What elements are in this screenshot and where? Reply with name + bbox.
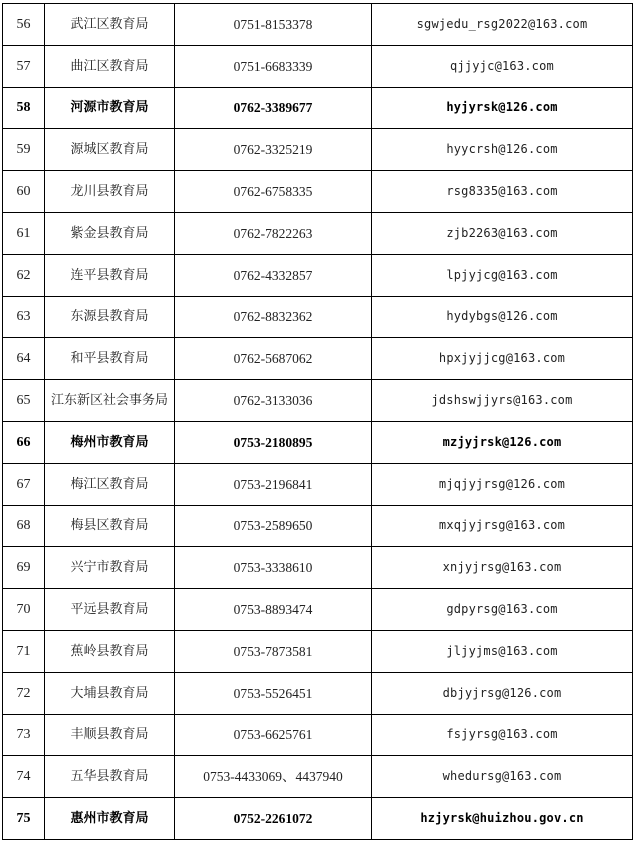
row-number: 61 — [3, 212, 45, 254]
bureau-name: 源城区教育局 — [45, 129, 175, 171]
table-row — [3, 254, 633, 296]
table-row — [3, 463, 633, 505]
table-row — [3, 212, 633, 254]
row-number: 58 — [3, 87, 45, 129]
email-address: xnjyjrsg@163.com — [372, 547, 633, 589]
table-row — [3, 714, 633, 756]
email-address: hpxjyjjcg@163.com — [372, 338, 633, 380]
table-row — [3, 421, 633, 463]
email-address: gdpyrsg@163.com — [372, 589, 633, 631]
phone-number: 0753-8893474 — [175, 589, 372, 631]
table-row — [3, 547, 633, 589]
bureau-name: 曲江区教育局 — [45, 45, 175, 87]
contact-table — [2, 3, 633, 840]
phone-number: 0753-2180895 — [175, 421, 372, 463]
phone-number: 0762-3389677 — [175, 87, 372, 129]
bureau-name: 五华县教育局 — [45, 756, 175, 798]
row-number: 69 — [3, 547, 45, 589]
table-row — [3, 129, 633, 171]
email-address: hydybgs@126.com — [372, 296, 633, 338]
email-address: qjjyjc@163.com — [372, 45, 633, 87]
bureau-name: 蕉岭县教育局 — [45, 630, 175, 672]
phone-number: 0753-2589650 — [175, 505, 372, 547]
bureau-name: 东源县教育局 — [45, 296, 175, 338]
bureau-name: 大埔县教育局 — [45, 672, 175, 714]
table-row — [3, 798, 633, 840]
email-address: rsg8335@163.com — [372, 171, 633, 213]
bureau-name: 武江区教育局 — [45, 4, 175, 46]
email-address: jdshswjjyrs@163.com — [372, 380, 633, 422]
row-number: 60 — [3, 171, 45, 213]
email-address: fsjyrsg@163.com — [372, 714, 633, 756]
bureau-name: 梅州市教育局 — [45, 421, 175, 463]
bureau-name: 惠州市教育局 — [45, 798, 175, 840]
table-row — [3, 672, 633, 714]
bureau-name: 连平县教育局 — [45, 254, 175, 296]
table-row — [3, 338, 633, 380]
bureau-name: 丰顺县教育局 — [45, 714, 175, 756]
table-row — [3, 4, 633, 46]
table-row — [3, 630, 633, 672]
bureau-name: 梅县区教育局 — [45, 505, 175, 547]
table-row — [3, 296, 633, 338]
email-address: whedursg@163.com — [372, 756, 633, 798]
email-address: hzjyrsk@huizhou.gov.cn — [372, 798, 633, 840]
phone-number: 0762-5687062 — [175, 338, 372, 380]
bureau-name: 江东新区社会事务局 — [45, 380, 175, 422]
table-row — [3, 380, 633, 422]
phone-number: 0751-6683339 — [175, 45, 372, 87]
row-number: 64 — [3, 338, 45, 380]
table-row — [3, 756, 633, 798]
row-number: 68 — [3, 505, 45, 547]
email-address: jljyjms@163.com — [372, 630, 633, 672]
row-number: 59 — [3, 129, 45, 171]
row-number: 73 — [3, 714, 45, 756]
table-row — [3, 45, 633, 87]
table-row — [3, 505, 633, 547]
phone-number: 0753-6625761 — [175, 714, 372, 756]
row-number: 75 — [3, 798, 45, 840]
table-body — [3, 4, 633, 840]
bureau-name: 梅江区教育局 — [45, 463, 175, 505]
phone-number: 0751-8153378 — [175, 4, 372, 46]
email-address: zjb2263@163.com — [372, 212, 633, 254]
phone-number: 0753-7873581 — [175, 630, 372, 672]
bureau-name: 河源市教育局 — [45, 87, 175, 129]
phone-number: 0752-2261072 — [175, 798, 372, 840]
bureau-name: 龙川县教育局 — [45, 171, 175, 213]
email-address: hyjyrsk@126.com — [372, 87, 633, 129]
row-number: 63 — [3, 296, 45, 338]
email-address: sgwjedu_rsg2022@163.com — [372, 4, 633, 46]
row-number: 57 — [3, 45, 45, 87]
email-address: hyycrsh@126.com — [372, 129, 633, 171]
email-address: lpjyjcg@163.com — [372, 254, 633, 296]
row-number: 70 — [3, 589, 45, 631]
phone-number: 0753-3338610 — [175, 547, 372, 589]
email-address: mzjyjrsk@126.com — [372, 421, 633, 463]
row-number: 74 — [3, 756, 45, 798]
table-row — [3, 171, 633, 213]
bureau-name: 兴宁市教育局 — [45, 547, 175, 589]
bureau-name: 紫金县教育局 — [45, 212, 175, 254]
bureau-name: 平远县教育局 — [45, 589, 175, 631]
phone-number: 0762-8832362 — [175, 296, 372, 338]
row-number: 56 — [3, 4, 45, 46]
row-number: 65 — [3, 380, 45, 422]
phone-number: 0753-2196841 — [175, 463, 372, 505]
email-address: mjqjyjrsg@126.com — [372, 463, 633, 505]
bureau-name: 和平县教育局 — [45, 338, 175, 380]
table-row — [3, 87, 633, 129]
phone-number: 0753-5526451 — [175, 672, 372, 714]
phone-number: 0762-3325219 — [175, 129, 372, 171]
email-address: dbjyjrsg@126.com — [372, 672, 633, 714]
row-number: 62 — [3, 254, 45, 296]
row-number: 72 — [3, 672, 45, 714]
row-number: 66 — [3, 421, 45, 463]
contact-table-page — [2, 3, 632, 840]
phone-number: 0753-4433069、4437940 — [175, 756, 372, 798]
row-number: 71 — [3, 630, 45, 672]
phone-number: 0762-4332857 — [175, 254, 372, 296]
phone-number: 0762-6758335 — [175, 171, 372, 213]
phone-number: 0762-3133036 — [175, 380, 372, 422]
email-address: mxqjyjrsg@163.com — [372, 505, 633, 547]
phone-number: 0762-7822263 — [175, 212, 372, 254]
table-row — [3, 589, 633, 631]
row-number: 67 — [3, 463, 45, 505]
